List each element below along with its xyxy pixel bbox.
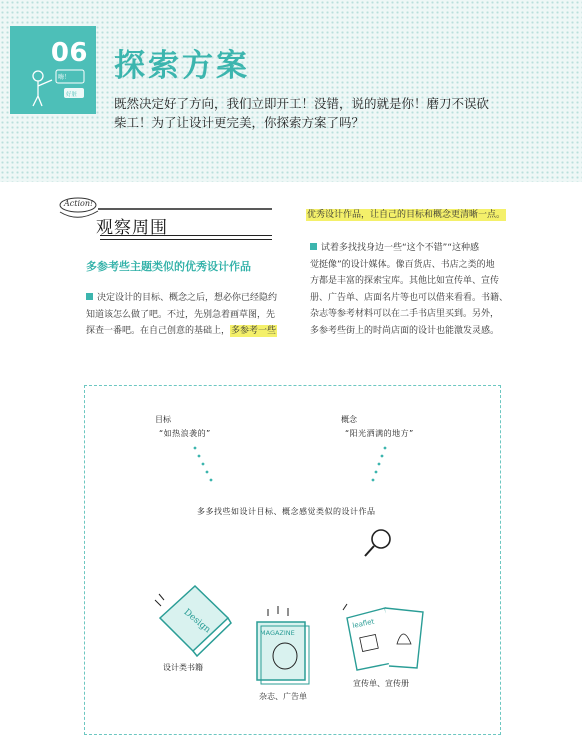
- right-paragraph-line-5: 杂志等参考材料可以在二手书店里买到。另外，: [310, 309, 500, 319]
- right-highlight-line: [306, 207, 506, 220]
- illustration-drawing: [85, 386, 502, 736]
- dotted-arrow-right: [372, 447, 387, 482]
- design-book-icon: [155, 586, 231, 656]
- bullet-square-icon: [310, 243, 317, 250]
- section-title: 观察周围: [96, 218, 168, 238]
- title-rule-2: [100, 239, 272, 240]
- goal-label: 目标: [155, 415, 171, 424]
- book-label: 设计类书籍: [163, 663, 203, 672]
- page-title: 探索方案: [114, 48, 250, 84]
- right-paragraph-line-3: 方都是丰富的探索宝库。其他比如宣传单、宣传: [310, 276, 500, 286]
- goal-quote: “如热浪袭的”: [159, 429, 211, 438]
- left-paragraph-line-1: 决定设计的目标、概念之后，想必你已经隐约: [97, 293, 278, 303]
- right-paragraph-line-4: 册、广告单、店面名片等也可以借来看看。书籍、: [310, 292, 509, 303]
- right-paragraph-line-6: 多参考些街上的时尚店面的设计也能激发灵感。: [310, 325, 500, 336]
- dotted-arrow-left: [194, 447, 213, 482]
- bullet-square-icon: [86, 293, 93, 300]
- chapter-badge: [10, 26, 96, 114]
- person-pointing-icon: [28, 68, 88, 108]
- right-column: [310, 240, 510, 339]
- left-paragraph-line-3: 探查一番吧。在自己创意的基础上，: [86, 326, 231, 336]
- flyer-icon: [343, 604, 423, 670]
- badge-word-2: 好脏: [66, 92, 78, 98]
- intro-line-1: 既然决定好了方向，我们立即开工！没错，说的就是你！磨刀不误砍: [114, 96, 490, 111]
- left-highlight: 多参考一些: [231, 326, 277, 336]
- section-subtitle: 多参考些主题类似的优秀设计作品: [86, 260, 251, 273]
- title-rule-1: [100, 235, 272, 236]
- right-paragraph-line-2: 觉挺像”的设计媒体。像百货店、书店之类的地: [310, 259, 495, 270]
- chapter-number: 06: [50, 38, 88, 68]
- magazine-cover-text: MAGAZINE: [260, 629, 295, 637]
- magnifier-icon: [365, 530, 390, 556]
- badge-word-1: 嗨！: [58, 74, 71, 81]
- intro-text: [114, 94, 494, 132]
- left-column: [86, 290, 282, 340]
- intro-line-2: 柴工！为了让设计更完美，你探索方案了吗？: [114, 115, 365, 130]
- illustration-box: [84, 385, 501, 735]
- magazine-icon: [257, 606, 309, 684]
- action-label: Action!: [64, 199, 94, 208]
- center-text: 多多找些如设计目标、概念感觉类似的设计作品: [197, 507, 376, 516]
- concept-label: 概念: [341, 415, 357, 424]
- magazine-label: 杂志、广告单: [259, 692, 307, 701]
- concept-quote: “阳光洒满的地方”: [345, 429, 414, 438]
- right-highlight: 优秀设计作品，让自己的目标和概念更清晰一点。: [307, 210, 506, 220]
- left-paragraph-line-2: 知道该怎么做了吧。不过，先别急着画草图，先: [86, 309, 276, 320]
- flyer-cover-text: leaflet: [351, 617, 375, 630]
- right-paragraph-line-1: 试着多找找身边一些“这个不错”“这种感: [321, 243, 479, 253]
- flyer-label: 宣传单、宣传册: [353, 679, 409, 688]
- book-cover-text: Design: [181, 607, 213, 636]
